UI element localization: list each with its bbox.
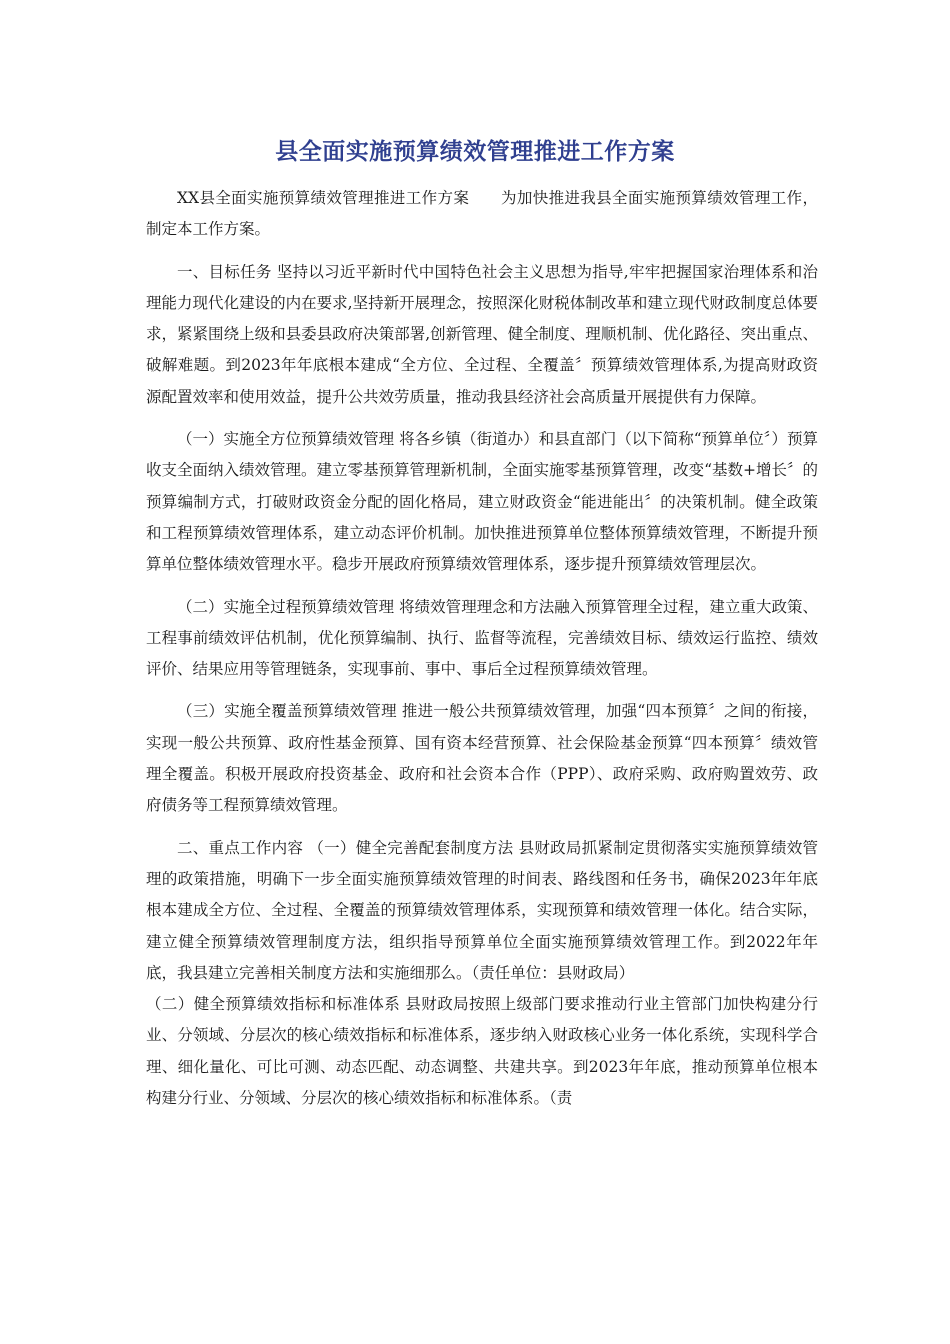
whole-process-paragraph: （二）实施全过程预算绩效管理 将绩效管理理念和方法融入预算管理全过程，建立重大政策、工程事前绩效评估机制，优化预算编制、执行、监督等流程，完善绩效目标、绩效运行监控、绩效评价、结果应用等管理链条，实现事前、事中、事后全过程预算绩效管理。 [146,597,818,679]
key-work-paragraph: 二、重点工作内容 （一）健全完善配套制度方法 县财政局抓紧制定贯彻落实实施预算绩效管理的政策措施，明确下一步全面实施预算绩效管理的时间表、路线图和任务书，确保2023年年底根本建成全方位、全过程、全覆盖的预算绩效管理体系，实现预算和绩效管理一体化。结合实际，建立健全预算绩效管理制度方法，组织指导预算单位全面实施预算绩效管理工作。到2022年年底，我县建立完善相关制度方法和实施细那么。（责任单位：县财政局） [146,838,818,982]
goal-task-paragraph: 一、目标任务 坚持以习近平新时代中国特色社会主义思想为指导,牢牢把握国家治理体系和治理能力现代化建设的内在要求,坚持新开展理念，按照深化财税体制改革和建立现代财政制度总体要求，紧紧围绕上级和县委县政府决策部署,创新管理、健全制度、理顺机制、优化路径、突出重点、破解难题。到2023年年底根本建成“全方位、全过程、全覆盖〞预算绩效管理体系,为提高财政资源配置效率和使用效益，提升公共效劳质量，推动我县经济社会高质量开展提供有力保障。 [146,262,818,406]
document-body [146,183,818,1114]
intro-paragraph: XX县全面实施预算绩效管理推进工作方案 为加快推进我县全面实施预算绩效管理工作，制定本工作方案。 [146,189,818,239]
indicator-system-paragraph: （二）健全预算绩效指标和标准体系 县财政局按照上级部门要求推动行业主管部门加快构建分行业、分领域、分层次的核心绩效指标和标准体系，逐步纳入财政核心业务一体化系统，实现科学合理、细化量化、可比可测、动态匹配、动态调整、共建共享。到2023年年底，推动预算单位根本构建分行业、分领域、分层次的核心绩效指标和标准体系。（责 [146,995,818,1108]
full-coverage-paragraph: （三）实施全覆盖预算绩效管理 推进一般公共预算绩效管理，加强“四本预算〞之间的衔接，实现一般公共预算、政府性基金预算、国有资本经营预算、社会保险基金预算“四本预算〞绩效管理全覆盖。积极开展政府投资基金、政府和社会资本合作（PPP）、政府采购、政府购置效劳、政府债务等工程预算绩效管理。 [146,702,818,815]
document-title: 县全面实施预算绩效管理推进工作方案 [275,139,675,165]
all-round-paragraph: （一）实施全方位预算绩效管理 将各乡镇（街道办）和县直部门（以下简称“预算单位〞）预算收支全面纳入绩效管理。建立零基预算管理新机制，全面实施零基预算管理，改变“基数+增长〞的预算编制方式，打破财政资金分配的固化格局，建立财政资金“能进能出〞的决策机制。健全政策和工程预算绩效管理体系，建立动态评价机制。加快推进预算单位整体预算绩效管理，不断提升预算单位整体绩效管理水平。稳步开展政府预算绩效管理体系，逐步提升预算绩效管理层次。 [146,430,818,574]
